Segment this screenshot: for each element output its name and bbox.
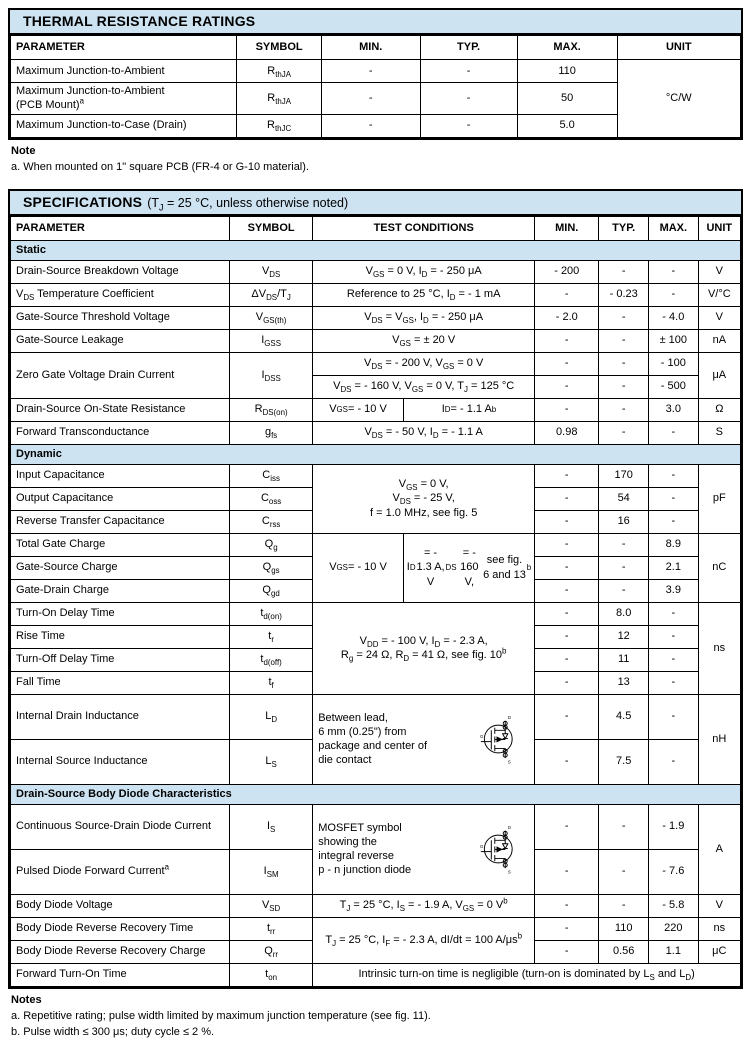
symbol-cell: $R_{thJA}$ bbox=[237, 60, 322, 83]
param-cell: Turn-On Delay Time bbox=[11, 602, 230, 625]
tc-cell bbox=[313, 533, 535, 602]
typ-cell: 170 bbox=[599, 464, 649, 487]
min-cell: - bbox=[535, 464, 599, 487]
column-header-min: MIN. bbox=[321, 36, 420, 60]
min-cell: - bbox=[321, 60, 420, 83]
symbol-cell: $\Delta V_{DS}/T_J$ bbox=[230, 283, 313, 306]
tc-cell: $V_{GS} = 0$ V, $I_D$ = - 250 μA bbox=[313, 260, 535, 283]
tc-cell: $V_{DS} = V_{GS}$, $I_D$ = - 250 μA bbox=[313, 306, 535, 329]
table-row bbox=[11, 917, 741, 940]
symbol-cell: $I_S$ bbox=[230, 804, 313, 849]
unit-cell: °C/W bbox=[617, 60, 740, 138]
tc-subcell-left: V GS = - 10 V bbox=[313, 534, 404, 602]
param-cell: Body Diode Reverse Recovery Charge bbox=[11, 940, 230, 963]
typ-cell: - bbox=[599, 398, 649, 421]
max-cell: - 4.0 bbox=[649, 306, 699, 329]
tc-cell: $V_{DS}$ = - 200 V, $V_{GS} = 0$ V bbox=[313, 352, 535, 375]
symbol-cell: $V_{GS(th)}$ bbox=[230, 306, 313, 329]
note-item-a: a. When mounted on 1" square PCB (FR-4 or G-10 material). bbox=[11, 160, 309, 173]
table-row bbox=[11, 352, 741, 375]
max-cell: - bbox=[649, 671, 699, 694]
svg-text:G: G bbox=[480, 844, 484, 850]
max-cell: 5.0 bbox=[517, 114, 617, 137]
unit-cell: V/°C bbox=[698, 283, 740, 306]
min-cell: - bbox=[535, 917, 599, 940]
max-cell: 3.0 bbox=[649, 398, 699, 421]
min-cell: 0.98 bbox=[535, 421, 599, 444]
max-cell: 2.1 bbox=[649, 556, 699, 579]
symbol-cell: $R_{thJA}$ bbox=[237, 83, 322, 115]
typ-cell: - 0.23 bbox=[599, 283, 649, 306]
mosfet-symbol-icon bbox=[480, 713, 520, 765]
symbol-cell: $Q_g$ bbox=[230, 533, 313, 556]
tc-cell: $T_J = 25$ °C, $I_F$ = - 2.3 A, dI/dt = 100 $A/\mu s^b$ bbox=[313, 917, 535, 963]
column-header-max: MAX. bbox=[517, 36, 617, 60]
param-cell: Drain-Source Breakdown Voltage bbox=[11, 260, 230, 283]
table-row bbox=[11, 260, 741, 283]
symbol-cell: $t_r$ bbox=[230, 625, 313, 648]
symbol-cell: $L_D$ bbox=[230, 694, 313, 739]
notes-title: Notes bbox=[11, 993, 42, 1006]
specifications-title bbox=[10, 191, 741, 216]
min-cell: - bbox=[535, 849, 599, 894]
min-cell: - bbox=[535, 510, 599, 533]
symbol-cell: $t_{rr}$ bbox=[230, 917, 313, 940]
tc-cell: $V_{DS}$ = - 50 V, $I_D$ = - 1.1 A bbox=[313, 421, 535, 444]
symbol-cell: $V_{SD}$ bbox=[230, 894, 313, 917]
typ-cell: - bbox=[599, 421, 649, 444]
tc-cell: $V_{GS} = 0$ V, $V_{DS}$ = - 25 V, f = 1.0 MHz, see fig. 5 bbox=[313, 464, 535, 533]
typ-cell: 16 bbox=[599, 510, 649, 533]
max-cell: - 7.6 bbox=[649, 849, 699, 894]
thermal-ratings-title: THERMAL RESISTANCE RATINGS bbox=[10, 10, 741, 35]
symbol-cell: $t_{on}$ bbox=[230, 963, 313, 986]
max-cell: ± 100 bbox=[649, 329, 699, 352]
tc-cell bbox=[313, 694, 535, 784]
table-row bbox=[11, 894, 741, 917]
table-row bbox=[11, 464, 741, 487]
svg-text:S: S bbox=[507, 869, 511, 875]
table-row bbox=[11, 283, 741, 306]
symbol-cell: $L_S$ bbox=[230, 739, 313, 784]
max-cell: 3.9 bbox=[649, 579, 699, 602]
param-cell: Body Diode Reverse Recovery Time bbox=[11, 917, 230, 940]
symbol-cell: $Q_{rr}$ bbox=[230, 940, 313, 963]
svg-text:G: G bbox=[480, 734, 484, 740]
min-cell: - bbox=[535, 625, 599, 648]
min-cell: - bbox=[535, 533, 599, 556]
typ-cell: - bbox=[599, 579, 649, 602]
param-cell: Gate-Source Threshold Voltage bbox=[11, 306, 230, 329]
param-cell: Internal Source Inductance bbox=[11, 739, 230, 784]
symbol-cell: $V_{DS}$ bbox=[230, 260, 313, 283]
typ-cell: - bbox=[420, 60, 517, 83]
min-cell: - bbox=[535, 398, 599, 421]
column-header-max: MAX. bbox=[649, 216, 699, 240]
symbol-cell: $I_{SM}$ bbox=[230, 849, 313, 894]
tc-cell: $V_{DD}$ = - 100 V, $I_D$ = - 2.3 A, $R_g = 24$ Ω, $R_D = 41$ Ω, see fig. 10$^b$ bbox=[313, 602, 535, 694]
column-header-symbol: SYMBOL bbox=[230, 216, 313, 240]
table-row bbox=[11, 533, 741, 556]
tc-cell: $T_J = 25$ °C, $I_S$ = - 1.9 A, $V_{GS} = 0$ $V^b$ bbox=[313, 894, 535, 917]
unit-cell: nH bbox=[698, 694, 740, 784]
symbol-cell: $R_{thJC}$ bbox=[237, 114, 322, 137]
typ-cell: 110 bbox=[599, 917, 649, 940]
symbol-cell: $Q_{gs}$ bbox=[230, 556, 313, 579]
typ-cell: 54 bbox=[599, 487, 649, 510]
max-cell: - bbox=[649, 487, 699, 510]
symbol-cell: $R_{DS(on)}$ bbox=[230, 398, 313, 421]
section-row-body-diode bbox=[11, 784, 741, 804]
min-cell: - bbox=[535, 671, 599, 694]
typ-cell: - bbox=[599, 375, 649, 398]
specifications-title-text: SPECIFICATIONS bbox=[23, 193, 143, 210]
min-cell: - bbox=[535, 283, 599, 306]
symbol-cell: $t_{d(on)}$ bbox=[230, 602, 313, 625]
column-header-typ: TYP. bbox=[599, 216, 649, 240]
unit-cell: V bbox=[698, 306, 740, 329]
section-label: Dynamic bbox=[11, 444, 741, 464]
tc-cell bbox=[313, 804, 535, 894]
column-header-parameter: PARAMETER bbox=[11, 216, 230, 240]
max-cell: - 500 bbox=[649, 375, 699, 398]
table-row bbox=[11, 694, 741, 739]
unit-cell: V bbox=[698, 894, 740, 917]
note-item-b: b. Pulse width ≤ 300 μs; duty cycle ≤ 2 %. bbox=[11, 1025, 215, 1038]
svg-text:D: D bbox=[507, 715, 512, 721]
unit-cell: pF bbox=[698, 464, 740, 533]
param-cell: Pulsed Diode Forward Current$^a$ bbox=[11, 849, 230, 894]
symbol-cell: $g_{fs}$ bbox=[230, 421, 313, 444]
min-cell: - bbox=[535, 804, 599, 849]
param-cell: Gate-Drain Charge bbox=[11, 579, 230, 602]
column-header-min: MIN. bbox=[535, 216, 599, 240]
thermal-ratings-block bbox=[8, 8, 743, 140]
unit-cell: A bbox=[698, 804, 740, 894]
spec-header-row bbox=[11, 216, 741, 240]
param-cell: Maximum Junction-to-Ambient bbox=[11, 60, 237, 83]
min-cell: - bbox=[535, 940, 599, 963]
max-cell: 8.9 bbox=[649, 533, 699, 556]
tc-cell: Reference to 25 °C, $I_D$ = - 1 mA bbox=[313, 283, 535, 306]
min-cell: - bbox=[535, 602, 599, 625]
param-cell: Fall Time bbox=[11, 671, 230, 694]
param-cell: Gate-Source Leakage bbox=[11, 329, 230, 352]
table-row bbox=[11, 306, 741, 329]
unit-cell: nC bbox=[698, 533, 740, 602]
typ-cell: 13 bbox=[599, 671, 649, 694]
mosfet-symbol-icon bbox=[480, 823, 520, 875]
param-cell: Reverse Transfer Capacitance bbox=[11, 510, 230, 533]
max-cell: 1.1 bbox=[649, 940, 699, 963]
typ-cell: - bbox=[599, 260, 649, 283]
section-row-static bbox=[11, 240, 741, 260]
symbol-cell: $Q_{gd}$ bbox=[230, 579, 313, 602]
note-title: Note bbox=[11, 144, 36, 157]
typ-cell: - bbox=[420, 83, 517, 115]
min-cell: - 200 bbox=[535, 260, 599, 283]
typ-cell: - bbox=[599, 556, 649, 579]
unit-cell: S bbox=[698, 421, 740, 444]
param-cell: Internal Drain Inductance bbox=[11, 694, 230, 739]
symbol-cell: $t_{d(off)}$ bbox=[230, 648, 313, 671]
typ-cell: 12 bbox=[599, 625, 649, 648]
specifications-block bbox=[8, 189, 743, 989]
unit-cell: V bbox=[698, 260, 740, 283]
table-row bbox=[11, 602, 741, 625]
unit-cell: ns bbox=[698, 602, 740, 694]
section-label: Static bbox=[11, 240, 741, 260]
min-cell: - bbox=[535, 487, 599, 510]
max-cell: 50 bbox=[517, 83, 617, 115]
thermal-notes bbox=[11, 145, 741, 173]
symbol-cell: $C_{iss}$ bbox=[230, 464, 313, 487]
param-cell: Input Capacitance bbox=[11, 464, 230, 487]
param-cell: Turn-Off Delay Time bbox=[11, 648, 230, 671]
param-cell: Forward Transconductance bbox=[11, 421, 230, 444]
param-cell: Total Gate Charge bbox=[11, 533, 230, 556]
max-cell: - 5.8 bbox=[649, 894, 699, 917]
column-header-symbol: SYMBOL bbox=[237, 36, 322, 60]
typ-cell: - bbox=[599, 894, 649, 917]
tc-text: Between lead, 6 mm (0.25") from package and center of die contact bbox=[318, 711, 428, 767]
unit-cell: Ω bbox=[698, 398, 740, 421]
tc-cell bbox=[313, 398, 535, 421]
min-cell: - bbox=[321, 83, 420, 115]
max-cell: - bbox=[649, 283, 699, 306]
typ-cell: - bbox=[599, 849, 649, 894]
min-cell: - bbox=[535, 648, 599, 671]
unit-cell: ns bbox=[698, 917, 740, 940]
tc-text: MOSFET symbol showing the integral reverse p - n junction diode bbox=[318, 821, 412, 877]
table-row bbox=[11, 804, 741, 849]
note-item-a: a. Repetitive rating; pulse width limited by maximum junction temperature (see fig. 11). bbox=[11, 1009, 431, 1022]
param-cell: Maximum Junction-to-Case (Drain) bbox=[11, 114, 237, 137]
typ-cell: 0.56 bbox=[599, 940, 649, 963]
max-cell: - bbox=[649, 602, 699, 625]
typ-cell: 7.5 bbox=[599, 739, 649, 784]
param-cell: Forward Turn-On Time bbox=[11, 963, 230, 986]
max-cell: - bbox=[649, 510, 699, 533]
unit-cell: μA bbox=[698, 352, 740, 398]
tc-cell: $V_{GS}$ = ± 20 V bbox=[313, 329, 535, 352]
unit-cell: μC bbox=[698, 940, 740, 963]
param-cell: $V_{DS}$ Temperature Coefficient bbox=[11, 283, 230, 306]
tc-subcell-left: V GS = - 10 V bbox=[313, 399, 404, 421]
typ-cell: - bbox=[599, 533, 649, 556]
svg-text:S: S bbox=[507, 759, 511, 765]
param-cell: Maximum Junction-to-Ambient (PCB Mount)$^a$ bbox=[11, 83, 237, 115]
max-cell: - bbox=[649, 648, 699, 671]
param-cell: Zero Gate Voltage Drain Current bbox=[11, 352, 230, 398]
symbol-cell: $I_{GSS}$ bbox=[230, 329, 313, 352]
max-cell: - 1.9 bbox=[649, 804, 699, 849]
section-label: Drain-Source Body Diode Characteristics bbox=[11, 784, 741, 804]
max-cell: - bbox=[649, 625, 699, 648]
column-header-test-conditions: TEST CONDITIONS bbox=[313, 216, 535, 240]
param-cell: Continuous Source-Drain Diode Current bbox=[11, 804, 230, 849]
max-cell: - 100 bbox=[649, 352, 699, 375]
column-header-typ: TYP. bbox=[420, 36, 517, 60]
typ-cell: 11 bbox=[599, 648, 649, 671]
column-header-parameter: PARAMETER bbox=[11, 36, 237, 60]
min-cell: - bbox=[535, 375, 599, 398]
symbol-cell: $t_f$ bbox=[230, 671, 313, 694]
max-cell: - bbox=[649, 739, 699, 784]
min-cell: - bbox=[535, 694, 599, 739]
typ-cell: 8.0 bbox=[599, 602, 649, 625]
min-cell: - bbox=[535, 739, 599, 784]
specifications-table bbox=[10, 216, 741, 987]
table-row bbox=[11, 60, 741, 83]
unit-cell: nA bbox=[698, 329, 740, 352]
max-cell: - bbox=[649, 260, 699, 283]
param-cell: Rise Time bbox=[11, 625, 230, 648]
min-cell: - bbox=[535, 352, 599, 375]
table-row bbox=[11, 398, 741, 421]
typ-cell: - bbox=[599, 804, 649, 849]
max-cell: 110 bbox=[517, 60, 617, 83]
max-cell: - bbox=[649, 694, 699, 739]
table-row bbox=[11, 963, 741, 986]
thermal-ratings-table bbox=[10, 35, 741, 138]
min-cell: - 2.0 bbox=[535, 306, 599, 329]
param-cell: Drain-Source On-State Resistance bbox=[11, 398, 230, 421]
specifications-title-conditions: ($T_J = 25$ °C, unless otherwise noted) bbox=[147, 195, 349, 213]
max-cell: 220 bbox=[649, 917, 699, 940]
svg-text:D: D bbox=[507, 825, 512, 831]
max-cell: - bbox=[649, 464, 699, 487]
min-cell: - bbox=[535, 894, 599, 917]
symbol-cell: $I_{DSS}$ bbox=[230, 352, 313, 398]
typ-cell: - bbox=[599, 306, 649, 329]
min-cell: - bbox=[321, 114, 420, 137]
param-cell: Output Capacitance bbox=[11, 487, 230, 510]
min-cell: - bbox=[535, 579, 599, 602]
min-cell: - bbox=[535, 556, 599, 579]
column-header-unit: UNIT bbox=[698, 216, 740, 240]
symbol-cell: $C_{rss}$ bbox=[230, 510, 313, 533]
typ-cell: - bbox=[420, 114, 517, 137]
tc-subcell-right: I D = - 1.1 A b bbox=[441, 403, 497, 416]
spec-notes bbox=[11, 994, 741, 1038]
table-row bbox=[11, 329, 741, 352]
typ-cell: 4.5 bbox=[599, 694, 649, 739]
tc-subcell-right: I D = - 1.3 A, V DS = - 160 V, see fig. 6 and 13 b bbox=[406, 547, 532, 588]
symbol-cell: $C_{oss}$ bbox=[230, 487, 313, 510]
thermal-header-row bbox=[11, 36, 741, 60]
column-header-unit: UNIT bbox=[617, 36, 740, 60]
table-row bbox=[11, 421, 741, 444]
param-cell: Body Diode Voltage bbox=[11, 894, 230, 917]
min-cell: - bbox=[535, 329, 599, 352]
section-row-dynamic bbox=[11, 444, 741, 464]
param-cell: Gate-Source Charge bbox=[11, 556, 230, 579]
typ-cell: - bbox=[599, 329, 649, 352]
tc-cell: $V_{DS}$ = - 160 V, $V_{GS} = 0$ V, $T_J = 125$ °C bbox=[313, 375, 535, 398]
tc-cell: Intrinsic turn-on time is negligible (turn-on is dominated by $L_S$ and $L_D$) bbox=[313, 963, 741, 986]
typ-cell: - bbox=[599, 352, 649, 375]
max-cell: - bbox=[649, 421, 699, 444]
